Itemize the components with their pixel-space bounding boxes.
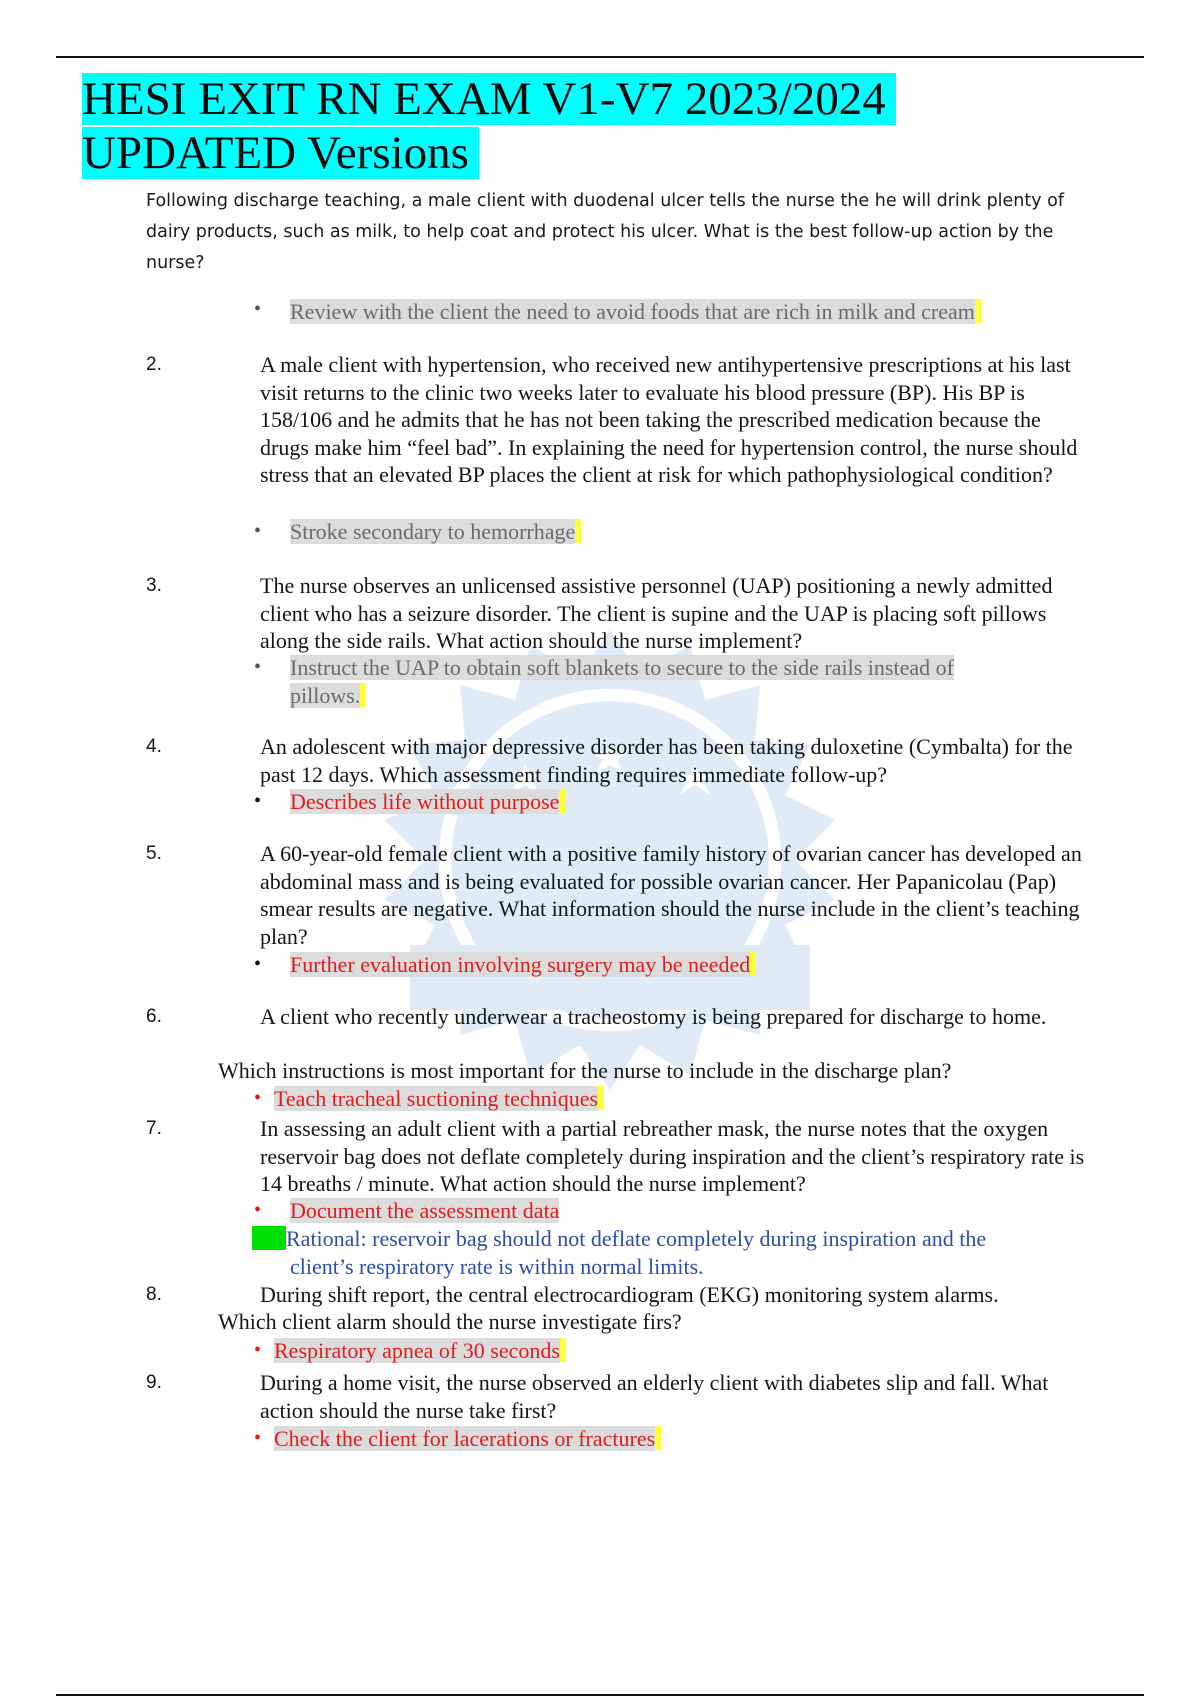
yellow-marker bbox=[360, 683, 366, 707]
question-number: 9. bbox=[146, 1372, 162, 1393]
question-8-text: During shift report, the central electrocardiogram (EKG) monitoring system alarms. bbox=[260, 1282, 999, 1307]
answer-q2 bbox=[290, 518, 581, 546]
answer-text: Instruct the UAP to obtain soft blankets to secure to the side rails instead of bbox=[290, 655, 954, 680]
yellow-marker bbox=[655, 1426, 661, 1450]
question-number: 7. bbox=[146, 1118, 162, 1139]
answer-q9 bbox=[274, 1425, 661, 1453]
question-number: 4. bbox=[146, 736, 162, 757]
page-title bbox=[82, 72, 896, 180]
answer-q4 bbox=[290, 788, 565, 816]
answer-text: pillows. bbox=[290, 682, 361, 708]
bullet-icon: • bbox=[254, 298, 262, 320]
bullet-icon: • bbox=[254, 520, 262, 542]
answer-q5 bbox=[290, 951, 756, 979]
bullet-icon: • bbox=[254, 1427, 262, 1449]
yellow-marker bbox=[575, 519, 581, 543]
rational-text: client’s respiratory rate is within normal limits. bbox=[290, 1253, 704, 1279]
question-4-text: An adolescent with major depressive disorder has been taking duloxetine (Cymbalta) for the past 12 days. Which assessment finding requires immediate follow-up? bbox=[260, 734, 1073, 787]
yellow-marker bbox=[598, 1086, 604, 1110]
answer-text: Stroke secondary to hemorrhage bbox=[290, 519, 576, 544]
question-7-text: In assessing an adult client with a partial rebreather mask, the nurse notes that the oxygen reservoir bag does not deflate completely during inspiration and the client’s respiratory rate is 14 breaths / minute. What action should the nurse implement? bbox=[260, 1116, 1085, 1196]
question-9-text: During a home visit, the nurse observed an elderly client with diabetes slip and fall. What action should the nurse take first? bbox=[260, 1370, 1049, 1423]
question-number: 3. bbox=[146, 575, 162, 596]
answer-q7 bbox=[290, 1197, 559, 1225]
bullet-icon: • bbox=[254, 1339, 262, 1361]
answer-text: Respiratory apnea of 30 seconds bbox=[274, 1338, 560, 1363]
question-3-text: The nurse observes an unlicensed assistive personnel (UAP) positioning a newly admitted client who has a seizure disorder. The client is supine and the UAP is placing soft pillows along the side rails. What action should the nurse implement? bbox=[260, 573, 1053, 653]
question-5-text: A 60-year-old female client with a positive family history of ovarian cancer has developed an abdominal mass and is being evaluated for possible ovarian cancer. Her Papanicolau (Pap) smear results are negative. What information should the nurse include in the client’s teaching plan? bbox=[260, 841, 1082, 949]
bottom-rule bbox=[56, 1694, 1144, 1696]
bullet-icon: • bbox=[254, 1087, 262, 1109]
rational-text: Rational: reservoir bag should not deflate completely during inspiration and the bbox=[286, 1226, 987, 1251]
question-2-text: A male client with hypertension, who received new antihypertensive prescriptions at his last visit returns to the clinic two weeks later to evaluate his blood pressure (BP). His BP is 158/106 and he admits that he has not been taking the prescribed medication because the drugs make him “feel bad”. In explaining the need for hypertension control, the nurse should stress that an elevated BP places the client at risk for which pathophysiological condition? bbox=[260, 352, 1078, 487]
green-marker bbox=[252, 1226, 286, 1250]
yellow-marker bbox=[750, 952, 756, 976]
question-number: 2. bbox=[146, 354, 162, 375]
question-8-text-2: Which client alarm should the nurse investigate firs? bbox=[218, 1309, 682, 1334]
question-6-text: A client who recently underwear a tracheostomy is being prepared for discharge to home. bbox=[260, 1004, 1047, 1029]
yellow-marker bbox=[559, 789, 565, 813]
intro-question: Following discharge teaching, a male client with duodenal ulcer tells the nurse the he will drink plenty of dairy products, such as milk, to help coat and protect his ulcer. What is the best follow-up action by the nurse? bbox=[146, 191, 1065, 273]
answer-q1 bbox=[290, 298, 981, 326]
question-6-text-2: Which instructions is most important for the nurse to include in the discharge plan? bbox=[218, 1058, 952, 1083]
rational-note bbox=[252, 1225, 1072, 1280]
title-line-1: HESI EXIT RN EXAM V1-V7 2023/2024 bbox=[82, 73, 896, 125]
bullet-icon: • bbox=[254, 1199, 262, 1221]
answer-text: Review with the client the need to avoid foods that are rich in milk and cream bbox=[290, 299, 975, 324]
bullet-icon: • bbox=[254, 790, 262, 812]
answer-q6 bbox=[274, 1085, 604, 1113]
question-number: 8. bbox=[146, 1284, 162, 1305]
answer-text: Describes life without purpose bbox=[290, 789, 560, 814]
answer-text: Teach tracheal suctioning techniques bbox=[274, 1086, 599, 1111]
yellow-marker bbox=[560, 1338, 566, 1362]
answer-text: Check the client for lacerations or fractures bbox=[274, 1426, 656, 1451]
answer-text: Document the assessment data bbox=[290, 1198, 560, 1223]
question-number: 5. bbox=[146, 843, 162, 864]
answer-q8 bbox=[274, 1337, 566, 1365]
top-rule bbox=[56, 56, 1144, 58]
answer-q3 bbox=[290, 654, 954, 709]
answer-text: Further evaluation involving surgery may be needed bbox=[290, 952, 751, 977]
title-line-2: UPDATED Versions bbox=[82, 127, 479, 179]
question-number: 6. bbox=[146, 1006, 162, 1027]
bullet-icon: • bbox=[254, 953, 262, 975]
yellow-marker bbox=[975, 299, 981, 323]
bullet-icon: • bbox=[254, 656, 262, 678]
